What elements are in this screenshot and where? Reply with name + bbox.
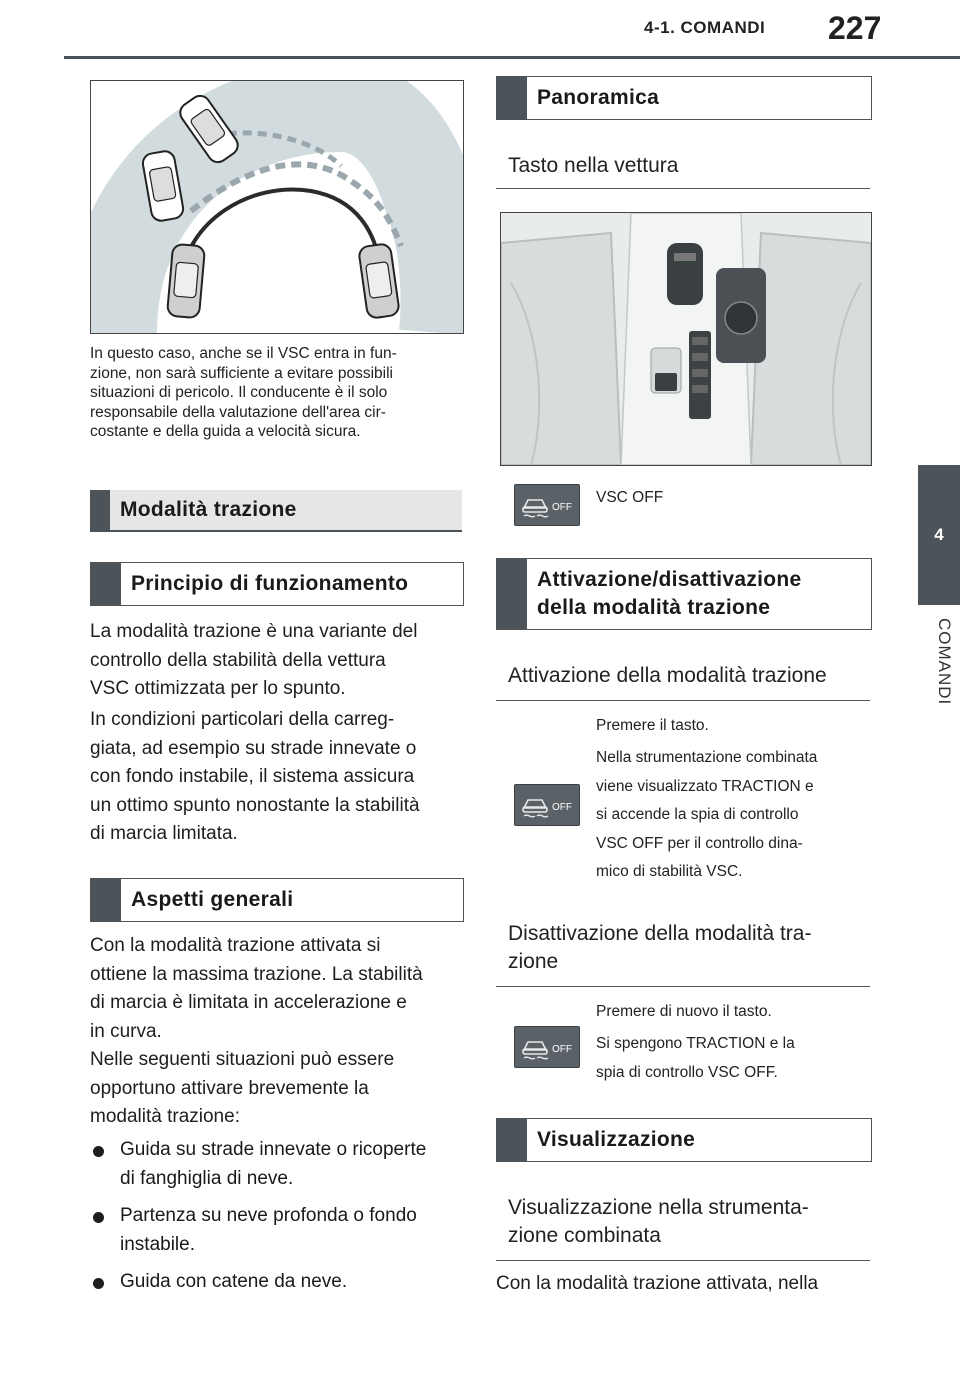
header-rule	[64, 56, 960, 59]
vsc-off-icon	[514, 1026, 580, 1068]
chapter-tab[interactable]: 4	[918, 465, 960, 605]
situations-list	[90, 1136, 462, 1306]
section-title: 4-1. COMANDI	[644, 18, 766, 37]
general-paragraph-2: Nelle seguenti situazioni può essere opportuno attivare brevemente la modalità trazione:	[90, 1049, 395, 1127]
list-item: Partenza su neve profonda o fondo instabile.	[90, 1202, 462, 1259]
heading-principle	[90, 562, 464, 606]
heading-overview-text: Panoramica	[537, 86, 660, 109]
car-bottom-left	[167, 244, 205, 319]
vsc-off-icon-text: OFF	[552, 502, 572, 513]
vsc-off-label: VSC OFF	[596, 489, 664, 506]
principle-paragraph-2: In condizioni particolari della carreg- giata, ad esempio su strade innevate o con fondo instabile, il sistema assicura un ottimo spunto nonostante la stabilità di marcia limitata.	[90, 709, 420, 844]
subheading-activate: Attivazione della modalità trazione	[496, 662, 870, 701]
subheading-display: Visualizzazione nella strumenta- zione combinata	[496, 1194, 870, 1261]
page-number: 227	[828, 10, 882, 46]
activate-step-1: Premere il tasto.	[596, 717, 709, 734]
heading-toggle-text: Attivazione/disattivazione della modalità trazione	[537, 568, 802, 619]
heading-traction-mode-text: Modalità trazione	[120, 498, 297, 521]
principle-paragraph-1: La modalità trazione è una variante del controllo della stabilità della vettura VSC ottimizzata per lo spunto.	[90, 621, 418, 699]
list-item: Guida con catene da neve.	[90, 1268, 462, 1297]
curve-road-illustration	[91, 81, 463, 333]
vsc-off-icon	[514, 784, 580, 826]
heading-display-text: Visualizzazione	[537, 1128, 696, 1151]
heading-display	[496, 1118, 872, 1162]
heading-toggle	[496, 558, 872, 630]
list-item: Guida su strade innevate o ricoperte di fanghiglia di neve.	[90, 1136, 462, 1193]
heading-traction-mode	[90, 490, 462, 532]
activate-step-2: Nella strumentazione combinata viene visualizzato TRACTION e si accende la spia di controllo VSC OFF per il controllo dina- mico di stabilità VSC.	[596, 749, 818, 880]
vsc-off-icon-text: OFF	[552, 1044, 572, 1055]
center-console-illustration	[501, 213, 871, 465]
heading-general	[90, 878, 464, 922]
console-photo	[500, 212, 872, 466]
vsc-off-icon-text: OFF	[552, 802, 572, 813]
figure-caption: In questo caso, anche se il VSC entra in fun- zione, non sarà sufficiente a evitare possibili situazioni di pericolo. Il conducente è il solo responsabile della valutazione dell'area cir- costante e della guida a velocità sicura.	[90, 345, 397, 440]
subheading-deactivate: Disattivazione della modalità tra- zione	[496, 920, 870, 987]
general-paragraph-1: Con la modalità trazione attivata si ottiene la massima trazione. La stabilità di marcia è limitata in accelerazione e in curva.	[90, 935, 423, 1042]
chapter-label: COMANDI	[935, 618, 954, 706]
deactivate-step-1: Premere di nuovo il tasto.	[596, 1003, 772, 1020]
subheading-button: Tasto nella vettura	[496, 152, 870, 189]
heading-general-text: Aspetti generali	[131, 888, 294, 911]
skid-illustration	[90, 80, 464, 334]
display-paragraph: Con la modalità trazione attivata, nella	[496, 1273, 819, 1294]
heading-principle-text: Principio di funzionamento	[131, 572, 409, 595]
heading-overview	[496, 76, 872, 120]
vsc-off-icon	[514, 484, 580, 526]
deactivate-step-2: Si spengono TRACTION e la spia di controllo VSC OFF.	[596, 1035, 795, 1081]
